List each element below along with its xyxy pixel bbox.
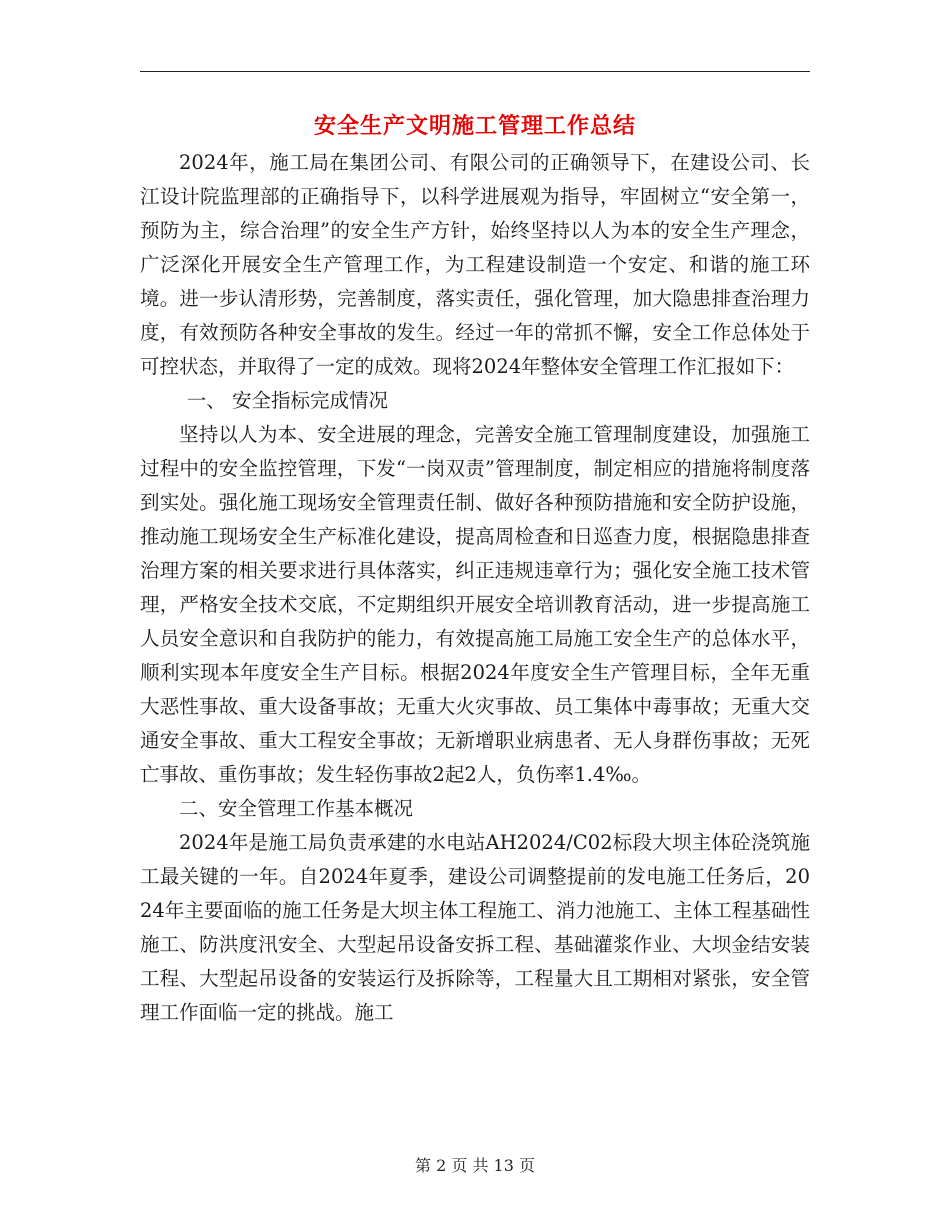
section-heading-2: 二、安全管理工作基本概况 [179, 797, 414, 820]
paragraph-safety-indicators: 坚持以人为本、安全进展的理念，完善安全施工管理制度建设，加强施工过程中的安全监控管理，下发“一岗双责”管理制度，制定相应的措施将制度落到实处。强化施工现场安全管理责任制、做好各种预防措施和安全防护设施，推动施工现场安全生产标准化建设，提高周检查和日巡查力度，根据隐患排查治理方案的相关要求进行具体落实，纠正违规违章行为；强化安全施工技术管理，严格安全技术交底，不定期组织开展安全培训教育活动，进一步提高施工人员安全意识和自我防护的能力，有效提高施工局施工安全生产的总体水平，顺利实现本年度安全生产目标。根据2024年度安全生产管理目标，全年无重大恶性事故、重大设备事故；无重大火灾事故、员工集体中毒事故；无重大交通安全事故、重大工程安全事故；无新增职业病患者、无人身群伤事故；无死亡事故、重伤事故；发生轻伤事故2起2人，负伤率1.4‰。 [140, 423, 810, 786]
page-footer: 第 2 页 共 13 页 [415, 1156, 535, 1175]
document-title: 安全生产文明施工管理工作总结 [313, 113, 636, 139]
section-heading-1: 一、 安全指标完成情况 [186, 389, 388, 412]
document-body [140, 146, 810, 1030]
header-rule [140, 71, 810, 72]
paragraph-management-overview: 2024年是施工局负责承建的水电站AH2024/C02标段大坝主体砼浇筑施工最关键的一年。自2024年夏季，建设公司调整提前的发电施工任务后，2024年主要面临的施工任务是大坝主体工程施工、消力池施工、主体工程基础性施工、防洪度汛安全、大型起吊设备安拆工程、基础灌浆作业、大坝金结安装工程、大型起吊设备的安装运行及拆除等，工程量大且工期相对紧张，安全管理工作面临一定的挑战。施工 [140, 831, 810, 1024]
paragraph-intro: 2024年，施工局在集团公司、有限公司的正确领导下，在建设公司、长江设计院监理部的正确指导下，以科学进展观为指导，牢固树立“安全第一，预防为主，综合治理”的安全生产方针，始终坚持以人为本的安全生产理念，广泛深化开展安全生产管理工作，为工程建设制造一个安定、和谐的施工环境。进一步认清形势，完善制度，落实责任，强化管理，加大隐患排查治理力度，有效预防各种安全事故的发生。经过一年的常抓不懈，安全工作总体处于可控状态，并取得了一定的成效。现将2024年整体安全管理工作汇报如下： [140, 151, 810, 378]
